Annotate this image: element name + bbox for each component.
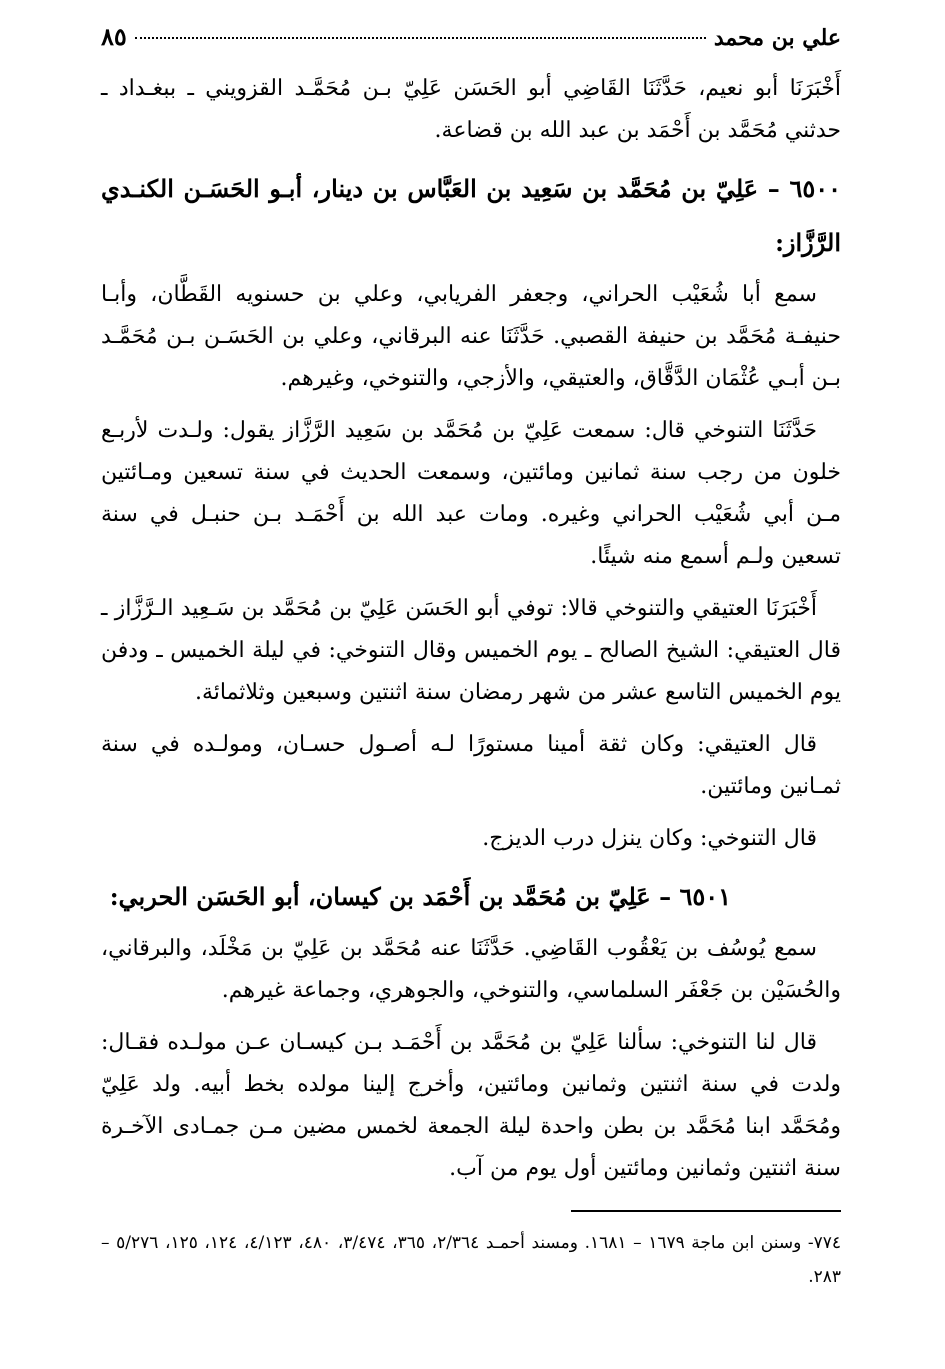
paragraph-1: أَخْبَرَنَا أبو نعيم، حَدَّثَنَا القَاضِي أبو الحَسَن عَلِيّ بـن مُحَمَّـد القزويني ـ ببغـداد ـ حدثني مُحَمَّد بن أَحْمَد بن عبد الله بن قضاعة.	[101, 76, 841, 143]
header-title: علي بن محمد	[713, 25, 841, 51]
running-header	[101, 22, 841, 68]
entry-heading-6501: ٦٥٠١ – عَلِيّ بن مُحَمَّد بن أَحْمَد بن كيسان، أبو الحَسَن الحربي:	[109, 882, 731, 911]
paragraph-5: قال العتيقي: وكان ثقة أمينا مستورًا لـه أصـول حسـان، ومولـده في سنة ثمـانين ومائتين.	[101, 732, 841, 799]
paragraph-4: أَخْبَرَنَا العتيقي والتنوخي قالا: توفي أبو الحَسَن عَلِيّ بن مُحَمَّد بن سَـعِيد الـرَّزَّاز ـ قال العتيقي: الشيخ الصالح ـ يوم الخميس وقال التنوخي: في ليلة الخميس ـ ودفن يوم الخميس التاسع عشر من شهر رمضان سنة اثنتين وسبعين وثلاثمائة.	[101, 596, 841, 705]
paragraph-6: قال التنوخي: وكان ينزل درب الديزج.	[482, 826, 817, 851]
header-dot-leader	[135, 37, 706, 39]
paragraph-2: سمع أبا شُعَيْب الحراني، وجعفر الفريابي، وعلي بن حسنويه القَطَّان، وأبـا حنيفـة مُحَمَّد بن حنيفة القصبي. حَدَّثَنَا عنه البرقاني، وعلي بن الحَسَـن بـن مُحَمَّـد بـن أبـي عُثْمَان الدَّقَّاق، والعتيقي، والأزجي، والتنوخي، وغيرهم.	[101, 282, 841, 391]
paragraph-3: حَدَّثَنَا التنوخي قال: سمعت عَلِيّ بن مُحَمَّد بن سَعِيد الرَّزَّاز يقول: ولـدت لأربـع خلون من رجب سنة ثمانين ومائتين، وسمعت الحديث في سنة تسعين ومـائتين مـن أبي شُعَيْب الحراني وغيره. ومات عبد الله بن أَحْمَـد بـن حنبـل في سنة تسعين ولـم أسمع منه شيئًا.	[101, 418, 841, 569]
footnote: ٧٧٤- وسنن ابن ماجة ١٦٧٩ – ١٦٨١. ومسند أحمـد ٢/٣٦٤، ٣٦٥، ٣/٤٧٤، ٤٨٠، ٤/١٢٣، ١٢٤، ١٢٥، ٥/٢٧٦ – ٢٨٣.	[101, 1233, 842, 1287]
paragraph-7: سمع يُوسُف بن يَعْقُوب القَاضِي. حَدَّثَنَا عنه مُحَمَّد بن عَلِيّ بن مَخْلَد، والبرقاني، والحُسَيْن بن جَعْفَر السلماسي، والتنوخي، والجوهري، وجماعة غيرهم.	[101, 936, 841, 1003]
footnote-separator	[571, 1210, 841, 1212]
page-number: ٨٥	[101, 22, 127, 51]
paragraph-8: قال لنا التنوخي: سألنا عَلِيّ بن مُحَمَّد بن أَحْمَـد بـن كيسـان عـن مولـده فقـال: ولدت في سنة اثنتين وثمانين ومائتين، وأخرج إلينا مولده بخط أبيه. ولد عَلِيّ ومُحَمَّد ابنا مُحَمَّد بن بطن واحدة ليلة الجمعة لخمس مضين مـن جمـادى الآخـرة سنة اثنتين وثمانين ومائتين أول يوم من آب.	[101, 1030, 841, 1181]
entry-heading-6500: ٦٥٠٠ – عَلِيّ بن مُحَمَّد بن سَعِيد بن العَبَّاس بن دينار، أبـو الحَسَـن الكنـدي الرَّزَّاز:	[101, 174, 841, 257]
